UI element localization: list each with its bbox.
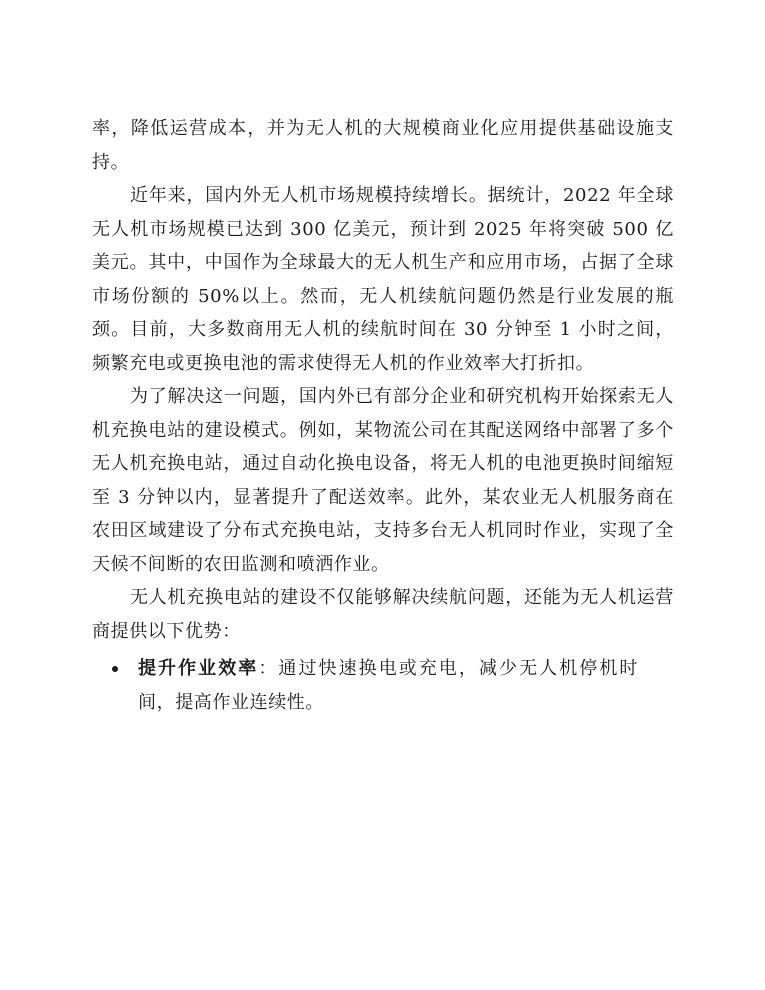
bullet-icon: [112, 666, 118, 672]
paragraph-solutions: 为了解决这一问题，国内外已有部分企业和研究机构开始探索无人机充换电站的建设模式。例如，某物流公司在其配送网络中部署了多个无人机充换电站，通过自动化换电设备，将无人机的电池更换时间缩短至 3 分钟以内，显著提升了配送效率。此外，某农业无人机服务商在农田区域建设了分布式充换电站，支持多台无人机同时作业，实现了全天候不间断的农田监测和喷洒作业。: [92, 386, 674, 575]
advantages-list: [92, 652, 674, 719]
list-item: [92, 652, 674, 719]
document-page: [92, 112, 674, 719]
bullet-text: 通过快速换电或充电，减少无人机停机时间，提高作业连续性。: [138, 658, 638, 713]
paragraph-continuation: 率，降低运营成本，并为无人机的大规模商业化应用提供基础设施支持。: [92, 118, 674, 173]
bullet-title: 提升作业效率: [138, 658, 259, 679]
paragraph-market-growth: 近年来，国内外无人机市场规模持续增长。据统计，2022 年全球无人机市场规模已达到 300 亿美元，预计到 2025 年将突破 500 亿美元。其中，中国作为全球最大的无人机生产和应用市场，占据了全球市场份额的 50%以上。然而，无人机续航问题仍然是行业发展的瓶颈。目前，大多数商用无人机的续航时间在 30 分钟至 1 小时之间，频繁充电或更换电池的需求使得无人机的作业效率大打折扣。: [92, 185, 674, 374]
bullet-separator: ：: [258, 658, 279, 679]
paragraph-advantages-intro: 无人机充换电站的建设不仅能够解决续航问题，还能为无人机运营商提供以下优势：: [92, 587, 674, 642]
